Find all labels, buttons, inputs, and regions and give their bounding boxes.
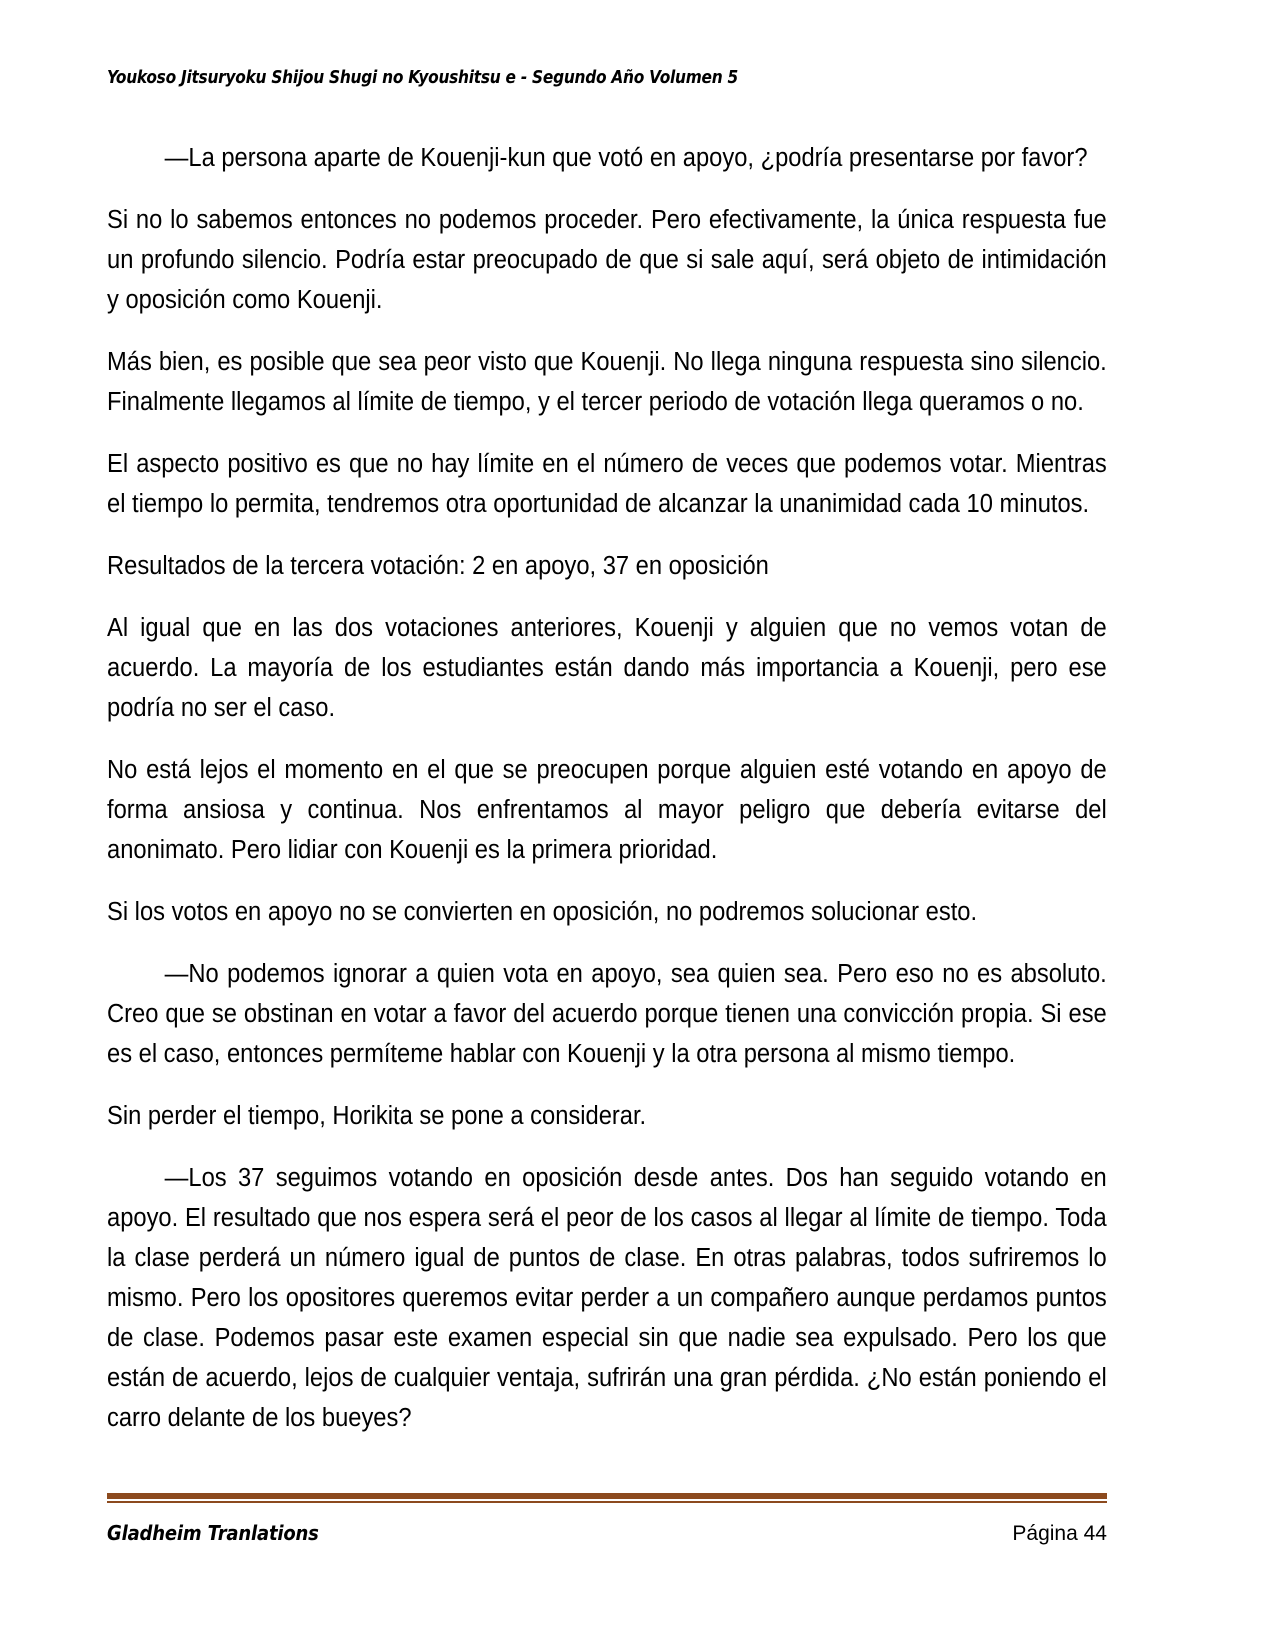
paragraph-10: Sin perder el tiempo, Horikita se pone a considerar.	[107, 1102, 647, 1130]
footer-brand-label: Gladheim Tranlations	[107, 1521, 319, 1545]
paragraph-vote-results: Resultados de la tercera votación: 2 en apoyo, 37 en oposición	[107, 552, 769, 580]
page-footer	[107, 1493, 1107, 1546]
body-text-block	[107, 138, 1107, 1438]
paragraph-3: Más bien, es posible que sea peor visto que Kouenji. No llega ninguna respuesta sino silencio. Finalmente llegamos al límite de tiempo, y el tercer periodo de votación llega queramos o no.	[107, 348, 1107, 416]
paragraph-4: El aspecto positivo es que no hay límite en el número de veces que podemos votar. Mientras el tiempo lo permita, tendremos otra oportunidad de alcanzar la unanimidad cada 10 minutos.	[107, 450, 1107, 518]
running-header-title: Youkoso Jitsuryoku Shijou Shugi no Kyoushitsu e - Segundo Año Volumen 5	[107, 68, 738, 88]
footer-divider-thin	[107, 1501, 1107, 1503]
footer-row	[107, 1521, 1107, 1546]
paragraph-7: No está lejos el momento en el que se preocupen porque alguien esté votando en apoyo de forma ansiosa y continua. Nos enfrentamos al mayor peligro que debería evitarse del anonimato. Pero lidiar con Kouenji es la primera prioridad.	[107, 756, 1107, 864]
paragraph-8: Si los votos en apoyo no se convierten en oposición, no podremos solucionar esto.	[107, 898, 978, 926]
paragraph-6: Al igual que en las dos votaciones anteriores, Kouenji y alguien que no vemos votan de acuerdo. La mayoría de los estudiantes están dando más importancia a Kouenji, pero ese podría no ser el caso.	[107, 614, 1107, 722]
page-content	[107, 68, 1107, 1438]
paragraph-dialogue-1: —La persona aparte de Kouenji-kun que votó en apoyo, ¿podría presentarse por favor?	[164, 144, 1088, 172]
paragraph-2: Si no lo sabemos entonces no podemos proceder. Pero efectivamente, la única respuesta fue un profundo silencio. Podría estar preocupado de que si sale aquí, será objeto de intimidación y oposición como Kouenji.	[107, 206, 1107, 314]
paragraph-dialogue-3: —Los 37 seguimos votando en oposición desde antes. Dos han seguido votando en apoyo. El resultado que nos espera será el peor de los casos al llegar al límite de tiempo. Toda la clase perderá un número igual de puntos de clase. En otras palabras, todos sufriremos lo mismo. Pero los opositores queremos evitar perder a un compañero aunque perdamos puntos de clase. Podemos pasar este examen especial sin que nadie sea expulsado. Pero los que están de acuerdo, lejos de cualquier ventaja, sufrirán una gran pérdida. ¿No están poniendo el carro delante de los bueyes?	[107, 1164, 1107, 1432]
paragraph-dialogue-2: —No podemos ignorar a quien vota en apoyo, sea quien sea. Pero eso no es absoluto. Creo que se obstinan en votar a favor del acuerdo porque tienen una convicción propia. Si ese es el caso, entonces permíteme hablar con Kouenji y la otra persona al mismo tiempo.	[107, 960, 1107, 1068]
footer-page-number: Página 44	[1012, 1522, 1107, 1545]
